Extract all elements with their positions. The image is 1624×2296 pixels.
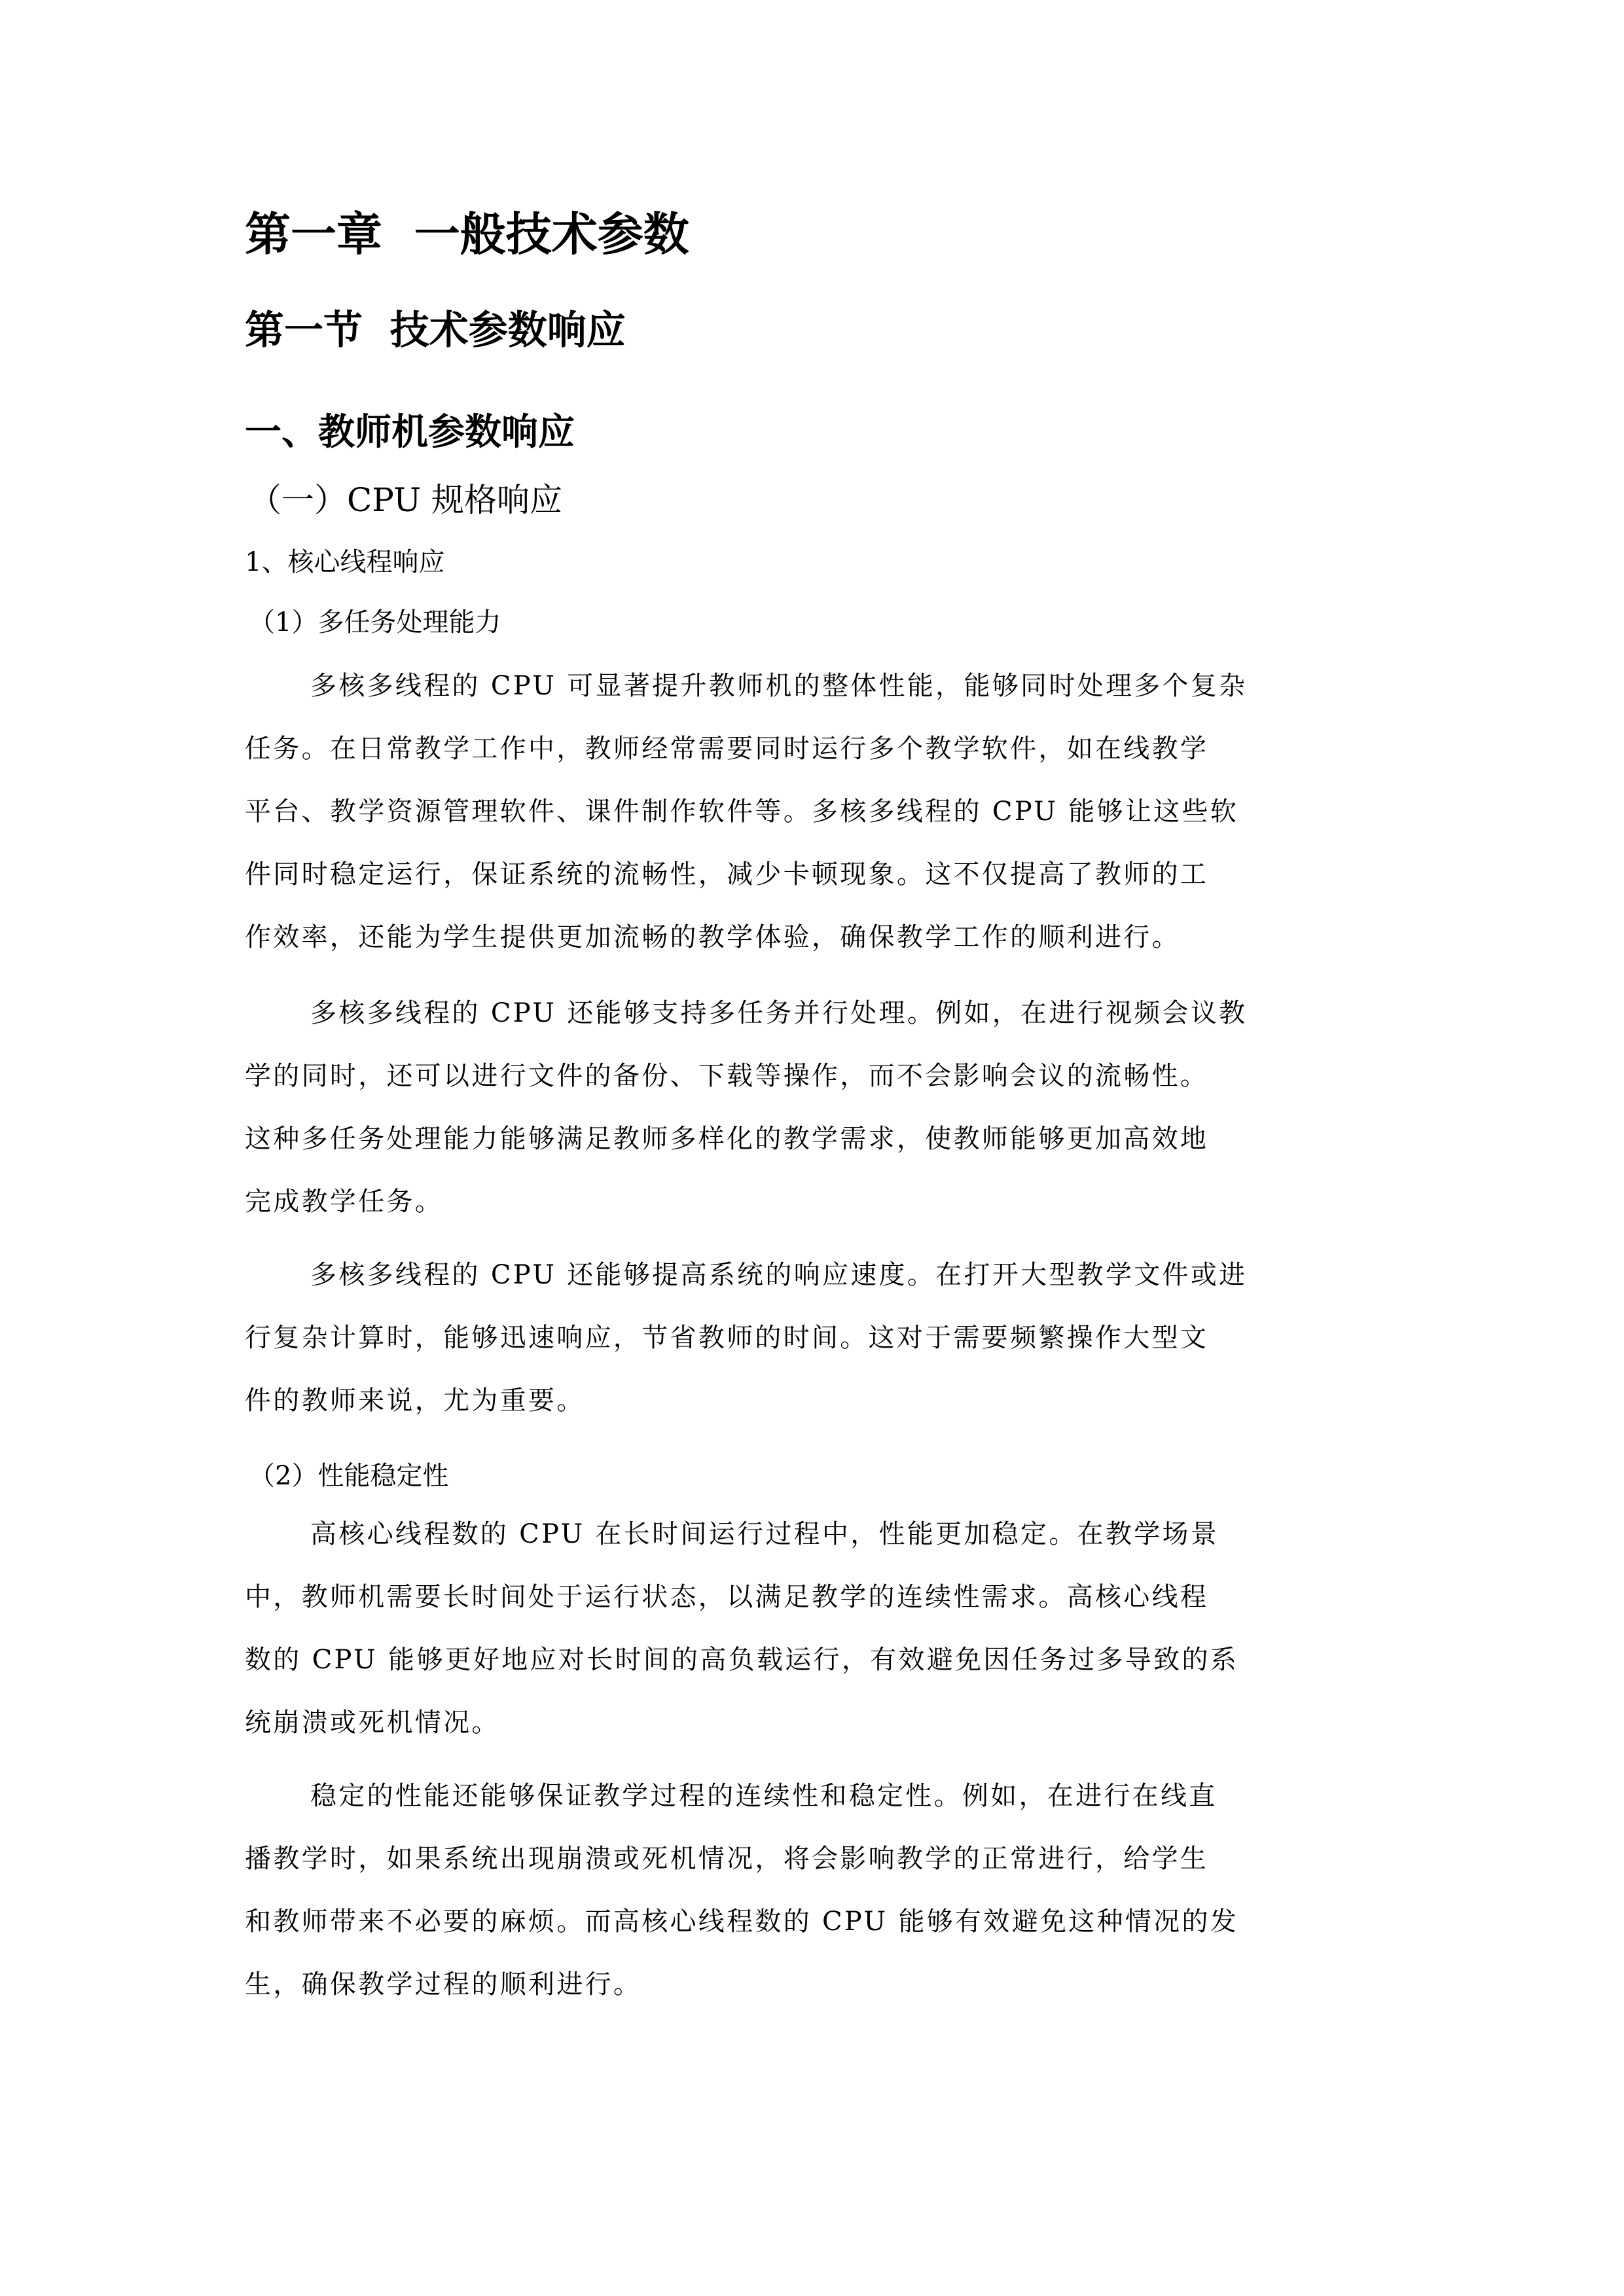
paragraph-line: 行复杂计算时，能够迅速响应，节省教师的时间。这对于需要频繁操作大型文 (245, 1323, 1209, 1353)
paragraph-line: 件同时稳定运行，保证系统的流畅性，减少卡顿现象。这不仅提高了教师的工 (245, 859, 1209, 889)
subsection-title-stability: （2）性能稳定性 (249, 1461, 449, 1491)
paragraph-line: 多核多线程的 CPU 还能够支持多任务并行处理。例如，在进行视频会议教 (310, 998, 1248, 1028)
paragraph-line: 统崩溃或死机情况。 (245, 1708, 500, 1738)
heading-core-thread: 1、核心线程响应 (245, 547, 445, 577)
paragraph-line: 多核多线程的 CPU 可显著提升教师机的整体性能，能够同时处理多个复杂 (310, 671, 1248, 701)
section-title: 第一节 技术参数响应 (245, 308, 626, 353)
paragraph-line: 作效率，还能为学生提供更加流畅的教学体验，确保教学工作的顺利进行。 (245, 922, 1180, 952)
paragraph-line: 这种多任务处理能力能够满足教师多样化的教学需求，使教师能够更加高效地 (245, 1124, 1209, 1154)
paragraph-line: 任务。在日常教学工作中，教师经常需要同时运行多个教学软件，如在线教学 (245, 734, 1209, 764)
paragraph-line: 和教师带来不必要的麻烦。而高核心线程数的 CPU 能够有效避免这种情况的发 (245, 1907, 1239, 1937)
paragraph (245, 1244, 1381, 1432)
paragraph-line: 数的 CPU 能够更好地应对长时间的高负载运行，有效避免因任务过多导致的系 (245, 1645, 1239, 1675)
paragraph (245, 1765, 1381, 2016)
paragraph-line: 稳定的性能还能够保证教学过程的连续性和稳定性。例如，在进行在线直 (310, 1781, 1218, 1811)
paragraph-line: 生，确保教学过程的顺利进行。 (245, 1969, 642, 2000)
paragraph-line: 播教学时，如果系统出现崩溃或死机情况，将会影响教学的正常进行，给学生 (245, 1844, 1209, 1874)
paragraph-line: 中，教师机需要长时间处于运行状态，以满足教学的连续性需求。高核心线程 (245, 1582, 1209, 1612)
paragraph-line: 件的教师来说，尤为重要。 (245, 1386, 585, 1416)
paragraph-line: 平台、教学资源管理软件、课件制作软件等。多核多线程的 CPU 能够让这些软 (245, 797, 1239, 827)
paragraph-line: 完成教学任务。 (245, 1187, 444, 1217)
chapter-title: 第一章 一般技术参数 (245, 207, 689, 261)
paragraph-line: 高核心线程数的 CPU 在长时间运行过程中，性能更加稳定。在教学场景 (310, 1519, 1219, 1549)
paragraph-line: 多核多线程的 CPU 还能够提高系统的响应速度。在打开大型教学文件或进 (310, 1260, 1248, 1290)
paragraph (245, 1503, 1381, 1754)
heading-cpu-spec: （一）CPU 规格响应 (249, 481, 563, 519)
subsection-title-multitask: （1）多任务处理能力 (249, 607, 501, 637)
paragraph (245, 655, 1381, 969)
paragraph-line: 学的同时，还可以进行文件的备份、下载等操作，而不会影响会议的流畅性。 (245, 1061, 1209, 1091)
paragraph (245, 982, 1381, 1233)
heading-teacher-machine: 一、教师机参数响应 (245, 411, 575, 454)
